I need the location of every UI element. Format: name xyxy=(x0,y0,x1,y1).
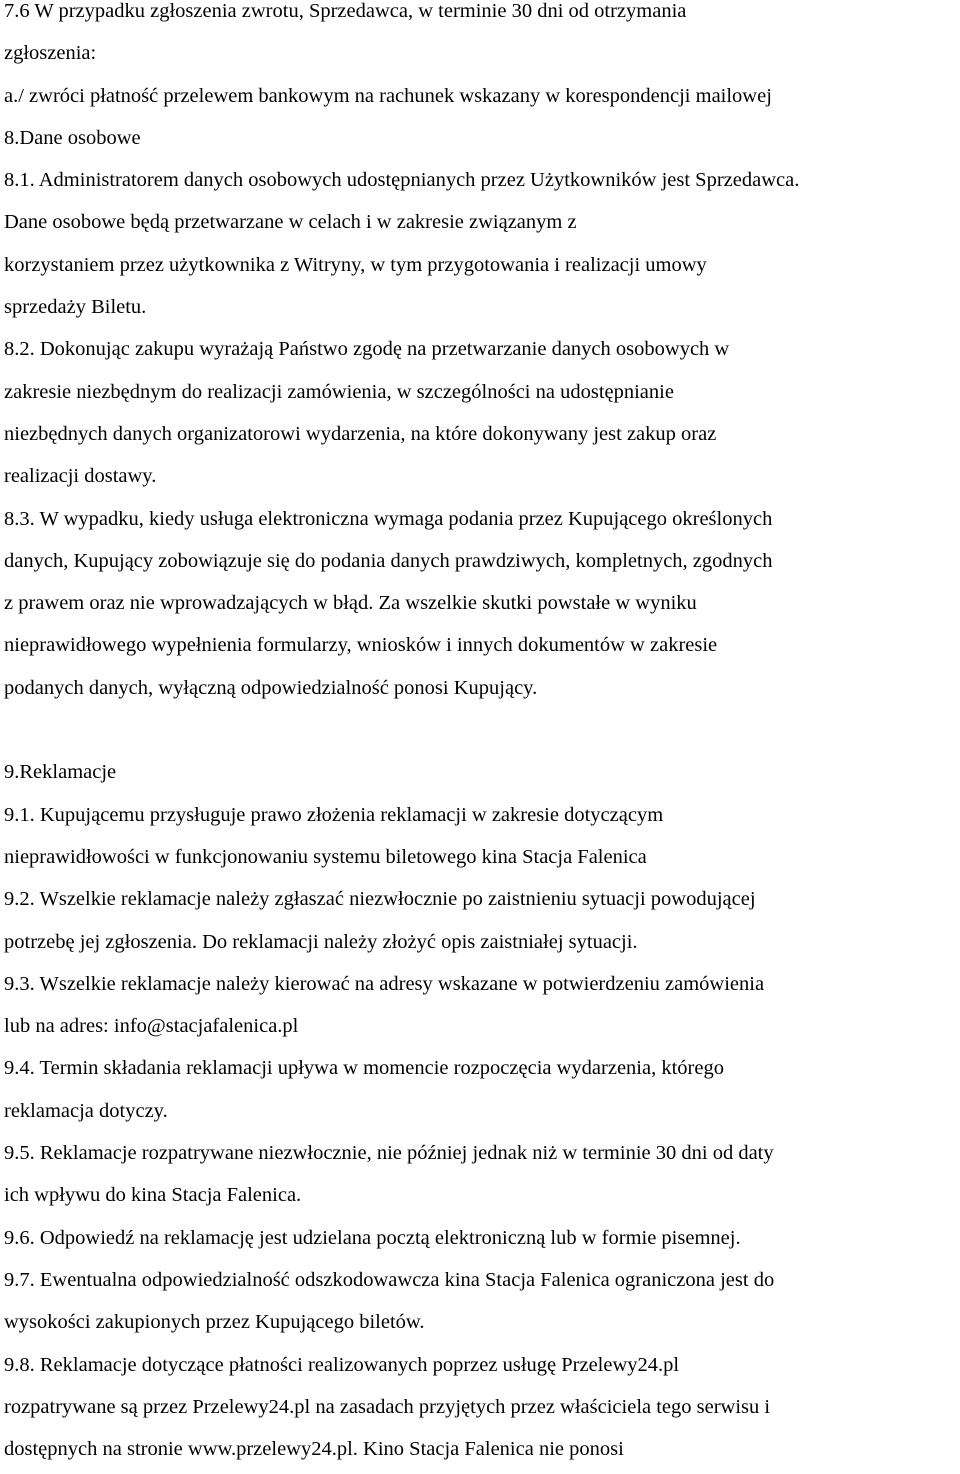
text-line: a./ zwróci płatność przelewem bankowym na rachunek wskazany w korespondencji mailowej xyxy=(4,84,772,107)
text-line: 9.6. Odpowiedź na reklamację jest udzielana pocztą elektroniczną lub w formie pisemnej. xyxy=(4,1226,741,1249)
text-line: dostępnych na stronie www.przelewy24.pl. Kino Stacja Falenica nie ponosi xyxy=(4,1438,624,1461)
text-line: 9.5. Reklamacje rozpatrywane niezwłocznie, nie później jednak niż w terminie 30 dni od daty xyxy=(4,1142,774,1165)
text-line: 9.8. Reklamacje dotyczące płatności realizowanych poprzez usługę Przelewy24.pl xyxy=(4,1353,680,1376)
text-line: zgłoszenia: xyxy=(4,42,97,65)
text-line: 9.3. Wszelkie reklamacje należy kierować na adresy wskazane w potwierdzeniu zamówienia xyxy=(4,972,765,995)
document-page xyxy=(4,0,954,1470)
text-line: rozpatrywane są przez Przelewy24.pl na zasadach przyjętych przez właściciela tego serwisu i xyxy=(4,1395,771,1418)
text-line: realizacji dostawy. xyxy=(4,465,157,488)
text-line: potrzebę jej zgłoszenia. Do reklamacji należy złożyć opis zaistniałej sytuacji. xyxy=(4,930,638,953)
text-line: 9.1. Kupującemu przysługuje prawo złożenia reklamacji w zakresie dotyczącym xyxy=(4,803,664,826)
blank-line xyxy=(4,709,954,751)
text-line: niezbędnych danych organizatorowi wydarzenia, na które dokonywany jest zakup oraz xyxy=(4,422,717,445)
text-line: 9.4. Termin składania reklamacji upływa w momencie rozpoczęcia wydarzenia, którego xyxy=(4,1057,724,1080)
section-heading-dane-osobowe: 8.Dane osobowe xyxy=(4,126,141,149)
text-line: podanych danych, wyłączną odpowiedzialność ponosi Kupujący. xyxy=(4,676,538,699)
text-line: 8.1. Administratorem danych osobowych udostępnianych przez Użytkowników jest Sprzedawca. xyxy=(4,169,800,192)
text-line: lub na adres: info@stacjafalenica.pl xyxy=(4,1015,299,1038)
text-line: 9.2. Wszelkie reklamacje należy zgłaszać niezwłocznie po zaistnieniu sytuacji powodującej xyxy=(4,888,756,911)
section-heading-reklamacje: 9.Reklamacje xyxy=(4,761,117,784)
text-line: danych, Kupujący zobowiązuje się do podania danych prawdziwych, kompletnych, zgodnych xyxy=(4,549,773,572)
text-line: 8.2. Dokonując zakupu wyrażają Państwo zgodę na przetwarzanie danych osobowych w xyxy=(4,338,730,361)
text-line: ich wpływu do kina Stacja Falenica. xyxy=(4,1184,302,1207)
text-line: nieprawidłowego wypełnienia formularzy, wniosków i innych dokumentów w zakresie xyxy=(4,634,718,657)
text-line: reklamacja dotyczy. xyxy=(4,1099,168,1122)
text-line: 9.7. Ewentualna odpowiedzialność odszkodowawcza kina Stacja Falenica ograniczona jest do xyxy=(4,1268,775,1291)
text-line: z prawem oraz nie wprowadzających w błąd. Za wszelkie skutki powstałe w wyniku xyxy=(4,592,697,615)
text-line: zakresie niezbędnym do realizacji zamówienia, w szczególności na udostępnianie xyxy=(4,380,674,403)
text-line: nieprawidłowości w funkcjonowaniu systemu biletowego kina Stacja Falenica xyxy=(4,845,647,868)
text-line: 7.6 W przypadku zgłoszenia zwrotu, Sprzedawca, w terminie 30 dni od otrzymania xyxy=(4,0,687,22)
text-line: sprzedaży Biletu. xyxy=(4,296,147,319)
text-line: 8.3. W wypadku, kiedy usługa elektroniczna wymaga podania przez Kupującego określonych xyxy=(4,507,773,530)
text-line: korzystaniem przez użytkownika z Witryny, w tym przygotowania i realizacji umowy xyxy=(4,253,707,276)
text-line: Dane osobowe będą przetwarzane w celach i w zakresie związanym z xyxy=(4,211,577,234)
text-line: wysokości zakupionych przez Kupującego biletów. xyxy=(4,1311,425,1334)
